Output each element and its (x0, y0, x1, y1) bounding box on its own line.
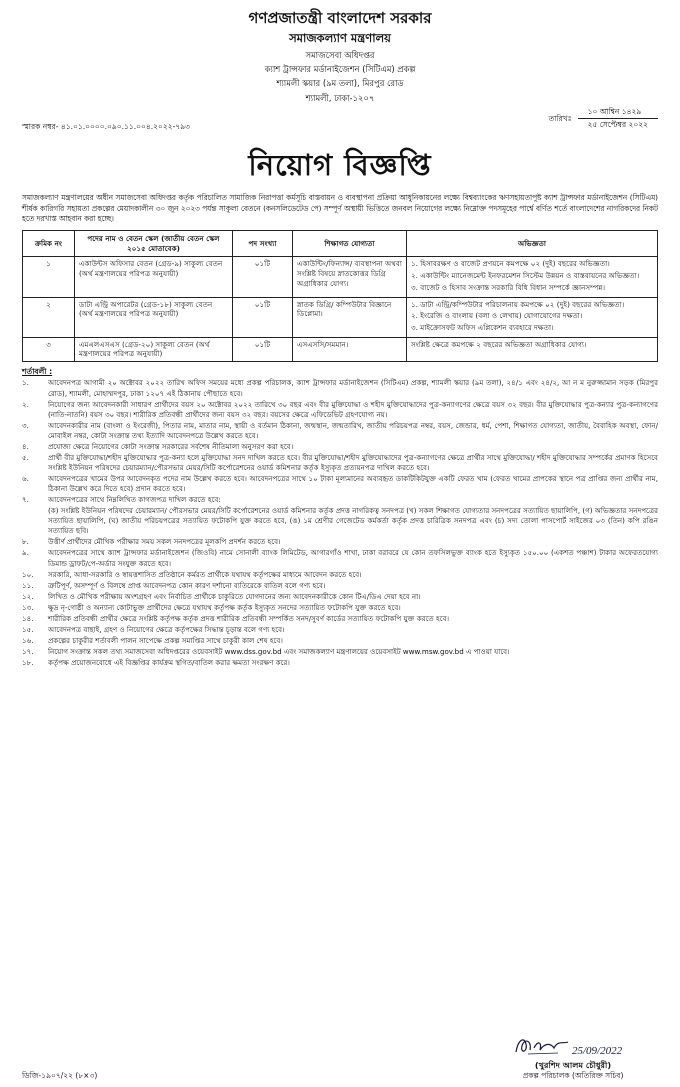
experience-item: ৩. মাইক্রোসফট অফিস এপ্লিকেশন ব্যবহারে দক্ষতা। (411, 323, 554, 333)
condition-text: প্রার্থী বীর মুক্তিযোদ্ধা/শহীদ মুক্তিযোদ্ধার পুত্র-কন্যা হলে মুক্তিযোদ্ধা সনদ দাখিল করতে হবে। বীর মুক্তিযোদ্ধা/শহীদ মুক্তিযোদ্ধাদের পুত্র-কন্যাগণের ক্ষেত্রে প্রার্থীর সাথে মুক্তিযোদ্ধা/ শহীদ মুক্তিযোদ্ধার সম্পর্কের প্রমাণক হিসেবে সংশ্লিষ্ট ইউনিয়ন পরিষদের চেয়ারম্যান/পৌরসভার মেয়র/সিটি কর্পোরেশনের ওয়ার্ড কমিশনার কর্তৃক ইস্যুকৃত প্রত্যয়নপত্র দাখিল করতে হবে। (48, 452, 658, 472)
condition-text: ত্রুটিপূর্ণ, অসম্পূর্ণ ও বিলম্বে প্রাপ্ত আবেদনপত্র কোন কারণ দর্শানো ব্যতিরেকে বাতিল বলে গণ্য হবে। (48, 580, 326, 590)
condition-number: ১৮. (22, 658, 34, 668)
header-post: পদের নাম ও বেতন স্কেল (জাতীয় বেতন স্কেল ২০১৫ মোতাবেক) (75, 231, 233, 257)
condition-item (22, 647, 658, 657)
experience-item: ১. হিসাবরক্ষণ ও বাজেট প্রণয়নে কমপক্ষে ০২ (দুই) বছরের অভিজ্ঞতা। (411, 259, 610, 269)
condition-text: লিখিত ও মৌখিক পরীক্ষায় অংশগ্রহণ এবং নির্বাচিত প্রার্থীকে চাকুরিতে যোগদানের জন্য আবেদনকারীকে কোন টিএ/ডিএ দেয়া হবে না। (48, 591, 421, 601)
condition-text: আবেদনপত্রের সাথে নিম্নলিখিত কাগজপত্র দাখিল করতে হবে: (48, 495, 221, 505)
condition-item (22, 581, 658, 591)
condition-subitems: (ক) সংশ্লিষ্ট ইউনিয়ন পরিষদের চেয়ারম্যান/ পৌরসভার মেয়র/সিটি কর্পোরেশনের ওয়ার্ড কমিশনার কর্তৃক প্রদত্ত নাগরিকত্ব সনদপত্র (খ) সকল শিক্ষাগত যোগ্যতার সনদপত্রের সত্যায়িত ছায়ালিপি, (গ) অভিজ্ঞতার সনদপত্রের সত্যায়িত ছায়ালিপি, (ঘ) জাতীয় পরিচয়পত্রের সত্যায়িত ফটোকপি যুক্ত করতে হবে, (ঙ) ১ম শ্রেণীর গেজেটেড কর্মকর্তা কর্তৃক প্রদত্ত চারিত্রিক সনদপত্র এবং (চ) সদ্য তোলা পাসপোর্ট সাইজের ০৩ (তিন) কপি রঙিন সত্যায়িত ছবি। (48, 506, 658, 536)
handwritten-signature-icon (498, 1030, 648, 1060)
condition-item (22, 658, 658, 668)
row-education: স্নাতক ডিগ্রি/ কম্পিউটার বিজ্ঞানে ডিপ্লোমা। (293, 297, 407, 337)
condition-number: ১০. (22, 569, 34, 579)
ministry-name: সমাজকল্যাণ মন্ত্রণালয় (289, 31, 391, 46)
row-post: এমএলএসএস (গ্রেড-২০) সাকুল্য বেতন (অর্থ মন্ত্রণালয়ের পরিপত্র অনুযায়ী) (75, 337, 233, 361)
experience-item: ১. ডাটা এন্ট্রি/কম্পিউটার পরিচালনায় কমপক্ষে ০২ (দুই) বছরের অভিজ্ঞতা। (411, 299, 625, 309)
experience-item: ৩. বাজেট ও হিসাব সংক্রান্ত সরকারি বিধি বিধান সম্পর্কে জ্ঞানসম্পন্ন। (411, 282, 606, 292)
table-row (23, 257, 658, 297)
condition-item (22, 603, 658, 613)
memo-row (22, 106, 658, 140)
row-experience (407, 297, 658, 337)
experience-item: সংশ্লিষ্ট ক্ষেত্রে কমপক্ষে ২ বছরের অভিজ্ঞতা অগ্রাধিকার যোগ্য। (411, 339, 587, 349)
print-code: ডিজি-১৯০৭/২২ (৮×৩) (22, 1070, 98, 1080)
condition-item (22, 636, 658, 646)
condition-text: আবেদনপত্রের খামের উপর আবেদনকৃত পদের নাম উল্লেখ করতে হবে। আবেদনপত্রের সাথে ১০ টাকা মূল্যমানের অব্যবহৃত ডাকটিকিটযুক্ত একটি ফেরত খাম (ফেরত খামের প্রাপকের স্থানে পত্র প্রাপ্তির জন্য প্রার্থীর নাম, ঠিকানা উল্লেখ করে দিতে হবে) প্রদান করতে হবে। (48, 474, 658, 494)
row-serial: ৩ (23, 337, 75, 361)
condition-text: প্রযোজ্য ক্ষেত্রে নিয়োগের কোটা সংক্রান্ত সরকারের সর্বশেষ নীতিমালা অনুসরণ করা হবে। (48, 441, 294, 451)
row-education: এসএসসি/সমমান। (293, 337, 407, 361)
condition-number: ১৬. (22, 635, 34, 645)
condition-item (22, 474, 658, 494)
condition-number: ১. (22, 378, 29, 388)
row-count: ০১টি (233, 337, 293, 361)
condition-item (22, 495, 658, 536)
experience-item: ২. ইংরেজি ও বাংলায় (বলা ও লেখায়) যোগাযোগের দক্ষতা। (411, 311, 583, 321)
row-count: ০১টি (233, 257, 293, 297)
project-name: ক্যাশ ট্রান্সফার মর্ডানাইজেশন (সিটিএম) প্রকল্প (264, 64, 416, 75)
condition-number: ৫. (22, 452, 29, 462)
government-title: গণপ্রজাতন্ত্রী বাংলাদেশ সরকার (248, 9, 432, 27)
condition-text: আবেদনকারীর নাম (বাংলা ও ইংরেজী), পিতার নাম, মাতার নাম, স্থায়ী ও বর্তমান ঠিকানা, জন্মস্থান, জন্মতারিখ, জাতীয় পরিচয়পত্র নম্বর, বয়স, জেন্ডার, ধর্ম, পেশা, শিক্ষাগত যোগ্যতা, জাতীয়, বৈবাহিক অবস্থা, ফোন/মোবাইল নম্বর, কোটা সংক্রান্ত তথ্য ইত্যাদি আবেদনপত্রে উল্লেখ করতে হবে। (48, 420, 658, 440)
row-post: একাউন্টস অফিসার বেতন (গ্রেড-৯) সাকুল্য বেতন (অর্থ মন্ত্রণালয়ের পরিপত্র অনুযায়ী) (75, 257, 233, 297)
condition-number: ৭. (22, 495, 29, 505)
condition-item (22, 548, 658, 568)
footer (22, 1019, 658, 1081)
table-row (23, 337, 658, 361)
condition-number: ৯. (22, 548, 29, 558)
signer-name: (খুরশিদ আলম চৌধুরী) (534, 1059, 612, 1070)
row-experience (407, 337, 658, 361)
header-count: পদ সংখ্যা (233, 231, 293, 257)
signature-block (498, 1030, 648, 1081)
condition-number: ১৪. (22, 613, 34, 623)
condition-item (22, 421, 658, 441)
intro-paragraph: সমাজকল্যাণ মন্ত্রণালয়ের অধীন সমাজসেবা অধিদপ্তর কর্তৃক পরিচালিত সামাজিক নিরাপত্তা কর্মসূচি বাস্তবায়ন ও ব্যবস্থাপনা প্রক্রিয়া আধুনিকায়নের লক্ষ্যে বিশ্বব্যাংকের ঋণসহায়তাপুষ্ট ক্যাশ ট্রান্সফার মর্ডানাইজেশন (সিটিএম) শীর্ষক কারিগরি সহায়তা প্রকল্পের মেয়াদকালীন ৩০ জুন ২০২৩ পর্যন্ত সাকুল্য বেতনে (কনসলিডেটেড পে) সম্পূর্ণ অস্থায়ী ভিত্তিতে জনবল নিয়োগের লক্ষ্যে নিম্নোক্ত পদসমূহের পার্শ্বে বর্ণিত শর্তে বাংলাদেশের নাগরিকদের নিকট হতে দরখাস্ত আহবান করা হচ্ছে। (22, 193, 658, 224)
table-row (23, 297, 658, 337)
condition-text: আবেদনপত্র বাছাই, গ্রহণ ও নিয়োগের ক্ষেত্রে কর্তৃপক্ষের সিদ্ধান্ত চূড়ান্ত বলে গণ্য হবে। (48, 624, 285, 634)
condition-item (22, 570, 658, 580)
condition-text: উত্তীর্ণ প্রার্থীদের মৌখিক পরীক্ষার সময় সকল সনদপত্রের মূলকপি প্রদর্শন করতে হবে। (48, 537, 281, 547)
date-label: তারিখঃ (548, 113, 572, 123)
date-block (549, 106, 658, 131)
condition-number: ২. (22, 399, 29, 409)
header-serial: ক্রমিক নং (23, 231, 75, 257)
condition-text: আবেদনপত্রের সাথে ক্যাশ ট্রান্সফার মর্ডানাইজেশন (জিওবি) নামে সোনালী ব্যাংক লিমিটেড, আগারগাঁও শাখা, ঢাকা বরাবরে যে কোন তফসিলভুক্ত ব্যাংক হতে ইস্যুকৃত ১৫০.০০ (একশত পঞ্চাশ) টাকার অফেরতযোগ্য ডিমান্ড ড্রাফট/পে-অর্ডার সংযুক্ত করতে হবে। (48, 548, 658, 568)
condition-number: ১২. (22, 591, 34, 601)
department-name: সমাজসেবা অধিদপ্তর (305, 49, 375, 60)
condition-number: ১৭. (22, 647, 34, 657)
letterhead (22, 8, 658, 104)
header-education: শিক্ষাগত যোগ্যতা (293, 231, 407, 257)
condition-number: ১১. (22, 580, 34, 590)
row-education: একাউন্টিং/ফিন্যান্স/ ব্যবস্থাপনা অথবা সংশ্লিষ্ট বিষয়ে স্নাতকোত্তর ডিগ্রি অগ্রাধিকার যোগ্য। (293, 257, 407, 297)
condition-item (22, 378, 658, 398)
posts-table (22, 230, 658, 362)
condition-text: প্রকল্পের চাকুরীর শর্তাবলী পালন সাপেক্ষে প্রকল্প সমাপ্তির সাথে চাকুরী কাল শেষ হবে। (48, 635, 283, 645)
condition-text: আবেদনপত্র আগামী ২০ অক্টোবর ২০২২ তারিখ অফিস সময়ের মধ্যে প্রকল্প পরিচালক, ক্যাশ ট্রান্সফার মর্ডানাইজেশন (সিটিএম) প্রকল্প, শ্যামলী স্কয়ার (৯ম তলা), ২৪/১ এবং ২৪/২, আ ন ম নুরুজ্জামান সড়ক (মিরপুর রোড), শ্যামলী, মোহাম্মদপুর, ঢাকা ১২০৭ এই ঠিকানায় পৌছাতে হবে। (48, 378, 658, 398)
address-line-2: শ্যামলী, ঢাকা-১২০৭ (305, 92, 375, 103)
condition-text: শারীরিক প্রতিবন্ধী প্রার্থীর ক্ষেত্রে সংশ্লিষ্ট কর্তৃপক্ষ কর্তৃক প্রদত্ত শারীরিক প্রতিবন্ধী সম্পর্কিত সনদ/সুবর্ণ কার্ডের সত্যায়িত ফটোকপি যুক্ত করতে হবে। (48, 613, 450, 623)
address-line-1: শ্যামলী স্কয়ার (৯ম তলা), মিরপুর রোড (276, 78, 404, 89)
condition-number: ১৫. (22, 624, 34, 634)
signature-mark (498, 1030, 648, 1060)
condition-text: কর্তৃপক্ষ প্রয়োজনবোধে এই বিজ্ঞপ্তির কার্যক্রম স্থগিত/বাতিল করার ক্ষমতা সংরক্ষণ করে। (48, 658, 290, 668)
memo-number: স্মারক নম্বর- ৪১.০১.০০০০.০৯০.১১.০০৪.২০২২-৭৯৩ (22, 122, 190, 132)
condition-item (22, 453, 658, 473)
condition-text: নিয়োগ সংক্রান্ত সকল তথ্য সমাজসেবা অধিদপ্তরের ওয়েবসাইট www.dss.gov.bd এবং সমাজকল্যাণ মন্ত্রণালয়ের ওয়েবসাইট www.msw.gov.bd এ পাওয়া যাবে। (48, 647, 510, 657)
condition-item (22, 400, 658, 420)
condition-item (22, 592, 658, 602)
date-bangla: ১০ আশ্বিন ১৪২৯ (578, 106, 658, 119)
condition-number: ৪. (22, 441, 29, 451)
row-serial: ২ (23, 297, 75, 337)
row-count: ০১টি (233, 297, 293, 337)
condition-item (22, 614, 658, 624)
conditions-list (22, 378, 658, 668)
condition-number: ৩. (22, 420, 29, 430)
row-experience (407, 257, 658, 297)
row-post: ডাটা এন্ট্রি অপারেটর (গ্রেড-১৮) সাকুল্য বেতন (অর্থ মন্ত্রণালয়ের পরিপত্র অনুযায়ী) (75, 297, 233, 337)
signature-date: 25/09/2022 (572, 1044, 623, 1057)
condition-number: ৮. (22, 537, 29, 547)
condition-number: ৬. (22, 474, 29, 484)
condition-item (22, 442, 658, 452)
table-header-row (23, 231, 658, 257)
notice-headline: নিয়োগ বিজ্ঞপ্তি (248, 148, 432, 183)
condition-text: ক্ষুদ্র নৃ-গোষ্ঠী ও অন্যান্য কোটাভুক্ত প্রার্থীদের ক্ষেত্রে যথাযথ কর্তৃপক্ষ কর্তৃক ইস্যুকৃত সনদের সত্যায়িত ফটোকপি যুক্ত করতে হবে। (48, 602, 401, 612)
condition-text: সরকারি, আধা-সরকারি ও স্বায়ত্তশাসিত প্রতিষ্ঠানে কর্মরত প্রার্থীকে যথাযথ কর্তৃপক্ষের মাধ্যমে আবেদন করতে হবে। (48, 569, 362, 579)
header-experience: অভিজ্ঞতা (407, 231, 658, 257)
row-serial: ১ (23, 257, 75, 297)
condition-item (22, 625, 658, 635)
date-english: ২৫ সেপ্টেম্বর ২০২২ (587, 120, 648, 130)
conditions-title: শর্তাবলী : (22, 367, 53, 377)
signer-designation: প্রকল্প পরিচালক (অতিরিক্ত সচিব) (522, 1070, 624, 1080)
experience-item: ২. একাউন্টিং ম্যানেজমেন্ট ইনফরমেশন সিস্টেম উন্নয়ন ও বাস্তবায়নের অভিজ্ঞতা। (411, 271, 640, 281)
condition-number: ১৩. (22, 602, 34, 612)
condition-item (22, 537, 658, 547)
condition-text: নিয়োগের জন্য আবেদনকারী সাধারণ প্রার্থীদের বয়স ২০ অক্টোবর ২০২২ তারিখে ৩০ বছর এবং বীর মুক্তিযোদ্ধা ও শহীদ মুক্তিযোদ্ধাদের পুত্র-কন্যাগণের ক্ষেত্রে বয়স ৩২ বছর। বীর মুক্তিযোদ্ধার পুত্র-কন্যার পুত্র-কন্যাগণের (নাতি-নাতনি) বয়স ৩০ বছর। শারীরিক প্রতিবন্ধী প্রার্থীদের জন্য বয়স ৩২ বছর। বয়সের ক্ষেত্রে এফিডেভিট গ্রহণযোগ্য নয়। (48, 399, 658, 419)
